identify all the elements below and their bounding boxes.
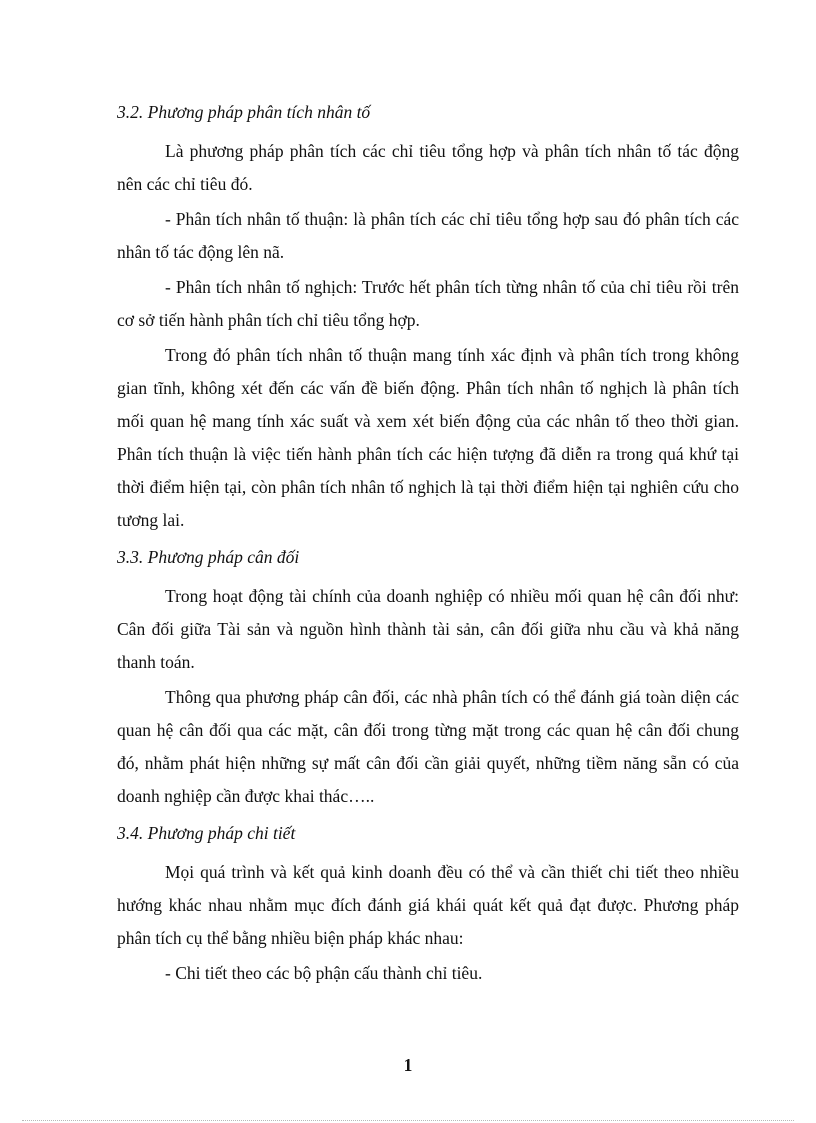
page-bottom-divider [22,1120,794,1121]
paragraph: Mọi quá trình và kết quả kinh doanh đều có thể và cần thiết chi tiết theo nhiều hướng khác nhau nhằm mục đích đánh giá khái quát kết quả đạt được. Phương pháp phân tích cụ thể bằng nhiều biện pháp khác nhau: [117,862,739,948]
section-3-3 [117,541,739,813]
section-3-4 [117,817,739,990]
paragraph: Trong đó phân tích nhân tố thuận mang tính xác định và phân tích trong không gian tĩnh, không xét đến các vấn đề biến động. Phân tích nhân tố nghịch là phân tích mối quan hệ mang tính xác suất và xem xét biến động của các nhân tố theo thời gian. Phân tích thuận là việc tiến hành phân tích các hiện tượng đã diễn ra trong quá khứ tại thời điểm hiện tại, còn phân tích nhân tố nghịch là tại thời điểm hiện tại nghiên cứu cho tương lai. [117,345,739,530]
paragraph: Trong hoạt động tài chính của doanh nghiệp có nhiều mối quan hệ cân đối như: Cân đối giữa Tài sản và nguồn hình thành tài sản, cân đối giữa nhu cầu và khả năng thanh toán. [117,586,739,672]
section-heading: 3.4. Phương pháp chi tiết [117,823,296,843]
section-heading: 3.2. Phương pháp phân tích nhân tố [117,102,371,122]
paragraph: Là phương pháp phân tích các chỉ tiêu tổng hợp và phân tích nhân tố tác động nên các chỉ tiêu đó. [117,141,739,194]
section-heading: 3.3. Phương pháp cân đối [117,547,300,567]
paragraph: - Chi tiết theo các bộ phận cấu thành chỉ tiêu. [165,963,483,983]
paragraph: - Phân tích nhân tố thuận: là phân tích các chỉ tiêu tổng hợp sau đó phân tích các nhân tố tác động lên nã. [117,209,739,262]
section-3-2 [117,96,739,537]
page-number: 1 [403,1055,413,1075]
paragraph: - Phân tích nhân tố nghịch: Trước hết phân tích từng nhân tố của chỉ tiêu rồi trên cơ sở tiến hành phân tích chỉ tiêu tổng hợp. [117,277,739,330]
document-body [117,96,739,990]
paragraph: Thông qua phương pháp cân đối, các nhà phân tích có thể đánh giá toàn diện các quan hệ cân đối qua các mặt, cân đối trong từng mặt trong các quan hệ cân đối chung đó, nhằm phát hiện những sự mất cân đối cần giải quyết, những tiềm năng sẵn có của doanh nghiệp cần được khai thác….. [117,687,739,806]
